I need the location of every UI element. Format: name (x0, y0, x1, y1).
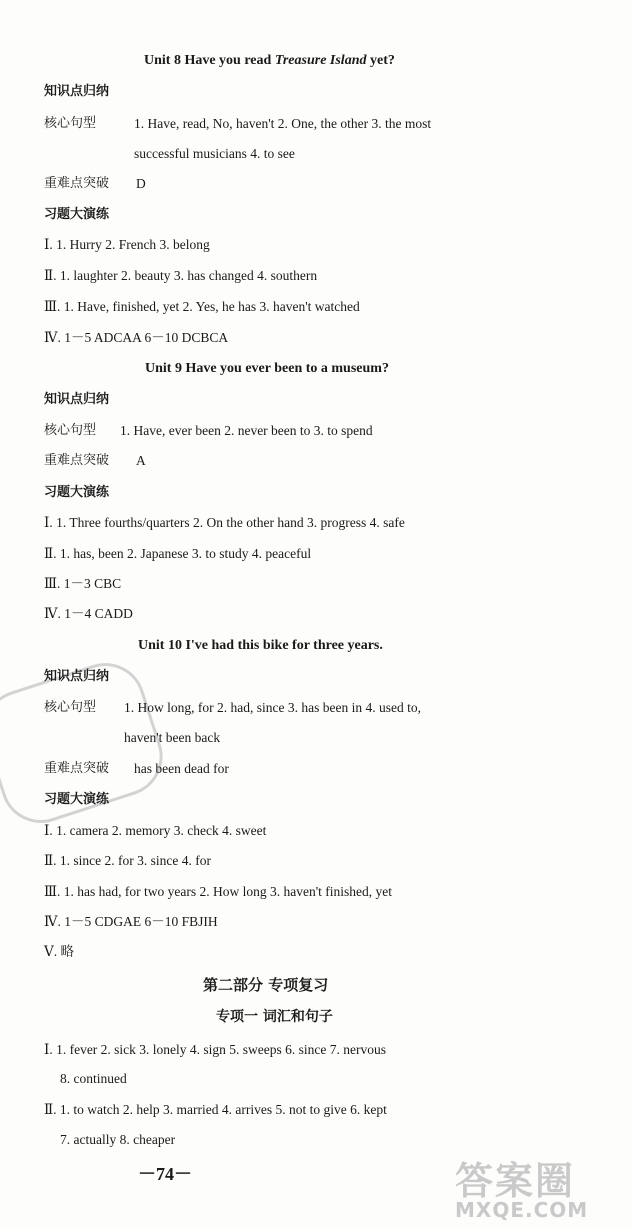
unit9-title: Unit 9 Have you ever been to a museum? (145, 361, 389, 376)
page-number: －74－ (138, 1164, 192, 1184)
unit8-core-label: 核心句型 (44, 116, 97, 131)
unit8-ex2: Ⅱ. 1. laughter 2. beauty 3. has changed 4. southern (44, 268, 318, 283)
unit8-title (144, 52, 395, 70)
unit9-key-answer: A (136, 453, 146, 468)
unit10-ex4: Ⅳ. 1－5 CDGAE 6－10 FBJIH (44, 914, 218, 929)
unit10-key-label: 重难点突破 (44, 761, 110, 776)
unit9-exercise-heading: 习题大演练 (44, 485, 110, 500)
unit8-ex1: Ⅰ. 1. Hurry 2. French 3. belong (44, 237, 210, 252)
part2-title: 第二部分 专项复习 (203, 976, 329, 994)
watermark-logo: 答案圈 (455, 1159, 576, 1203)
unit8-title-suffix: yet? (366, 53, 395, 68)
unit8-exercise-heading: 习题大演练 (44, 207, 110, 222)
unit9-key-label: 重难点突破 (44, 453, 110, 468)
unit8-ex3: Ⅲ. 1. Have, finished, yet 2. Yes, he has 3. haven't watched (44, 299, 360, 314)
part2-q2-line2: 7. actually 8. cheaper (60, 1132, 176, 1147)
unit8-core-line1: 1. Have, read, No, haven't 2. One, the other 3. the most (134, 116, 432, 131)
unit9-core-line1: 1. Have, ever been 2. never been to 3. to spend (120, 423, 373, 438)
unit9-ex2: Ⅱ. 1. has, been 2. Japanese 3. to study 4. peaceful (44, 546, 312, 561)
unit8-key-answer: D (136, 176, 146, 191)
unit10-title: Unit 10 I've had this bike for three years. (138, 638, 383, 653)
unit10-ex3: Ⅲ. 1. has had, for two years 2. How long 3. haven't finished, yet (44, 884, 393, 899)
unit9-ex4: Ⅳ. 1－4 CADD (44, 606, 133, 621)
unit10-ex2: Ⅱ. 1. since 2. for 3. since 4. for (44, 853, 212, 868)
unit8-ex4: Ⅳ. 1－5 ADCAA 6－10 DCBCA (44, 330, 229, 345)
part2-subtitle: 专项一 词汇和句子 (216, 1009, 333, 1025)
watermark-text: MXQE.COM (455, 1198, 589, 1222)
unit10-ex1: Ⅰ. 1. camera 2. memory 3. check 4. sweet (44, 823, 267, 838)
unit9-core-label: 核心句型 (44, 423, 97, 438)
unit8-title-book: Treasure Island (274, 53, 367, 68)
part2-q2-line1: Ⅱ. 1. to watch 2. help 3. married 4. arrives 5. not to give 6. kept (44, 1102, 387, 1117)
part2-q1-line1: Ⅰ. 1. fever 2. sick 3. lonely 4. sign 5. sweeps 6. since 7. nervous (44, 1042, 387, 1057)
unit8-title-prefix: Unit 8 Have you read (144, 53, 275, 68)
unit8-key-label: 重难点突破 (44, 176, 110, 191)
unit8-knowledge-heading: 知识点归纳 (44, 84, 110, 99)
unit9-ex3: Ⅲ. 1－3 CBC (44, 576, 122, 591)
part2-q1-line2: 8. continued (60, 1071, 127, 1086)
unit10-knowledge-heading: 知识点归纳 (44, 669, 110, 684)
unit10-ex5: Ⅴ. 略 (44, 944, 74, 959)
unit10-core-label: 核心句型 (44, 700, 97, 715)
unit9-ex1: Ⅰ. 1. Three fourths/quarters 2. On the other hand 3. progress 4. safe (44, 515, 405, 530)
unit10-core-line2: haven't been back (124, 730, 221, 745)
unit10-exercise-heading: 习题大演练 (44, 792, 110, 807)
unit10-core-line1: 1. How long, for 2. had, since 3. has been in 4. used to, (124, 700, 421, 715)
unit8-core-line2: successful musicians 4. to see (134, 146, 295, 161)
unit10-key-answer: has been dead for (134, 761, 229, 776)
unit9-knowledge-heading: 知识点归纳 (44, 392, 110, 407)
